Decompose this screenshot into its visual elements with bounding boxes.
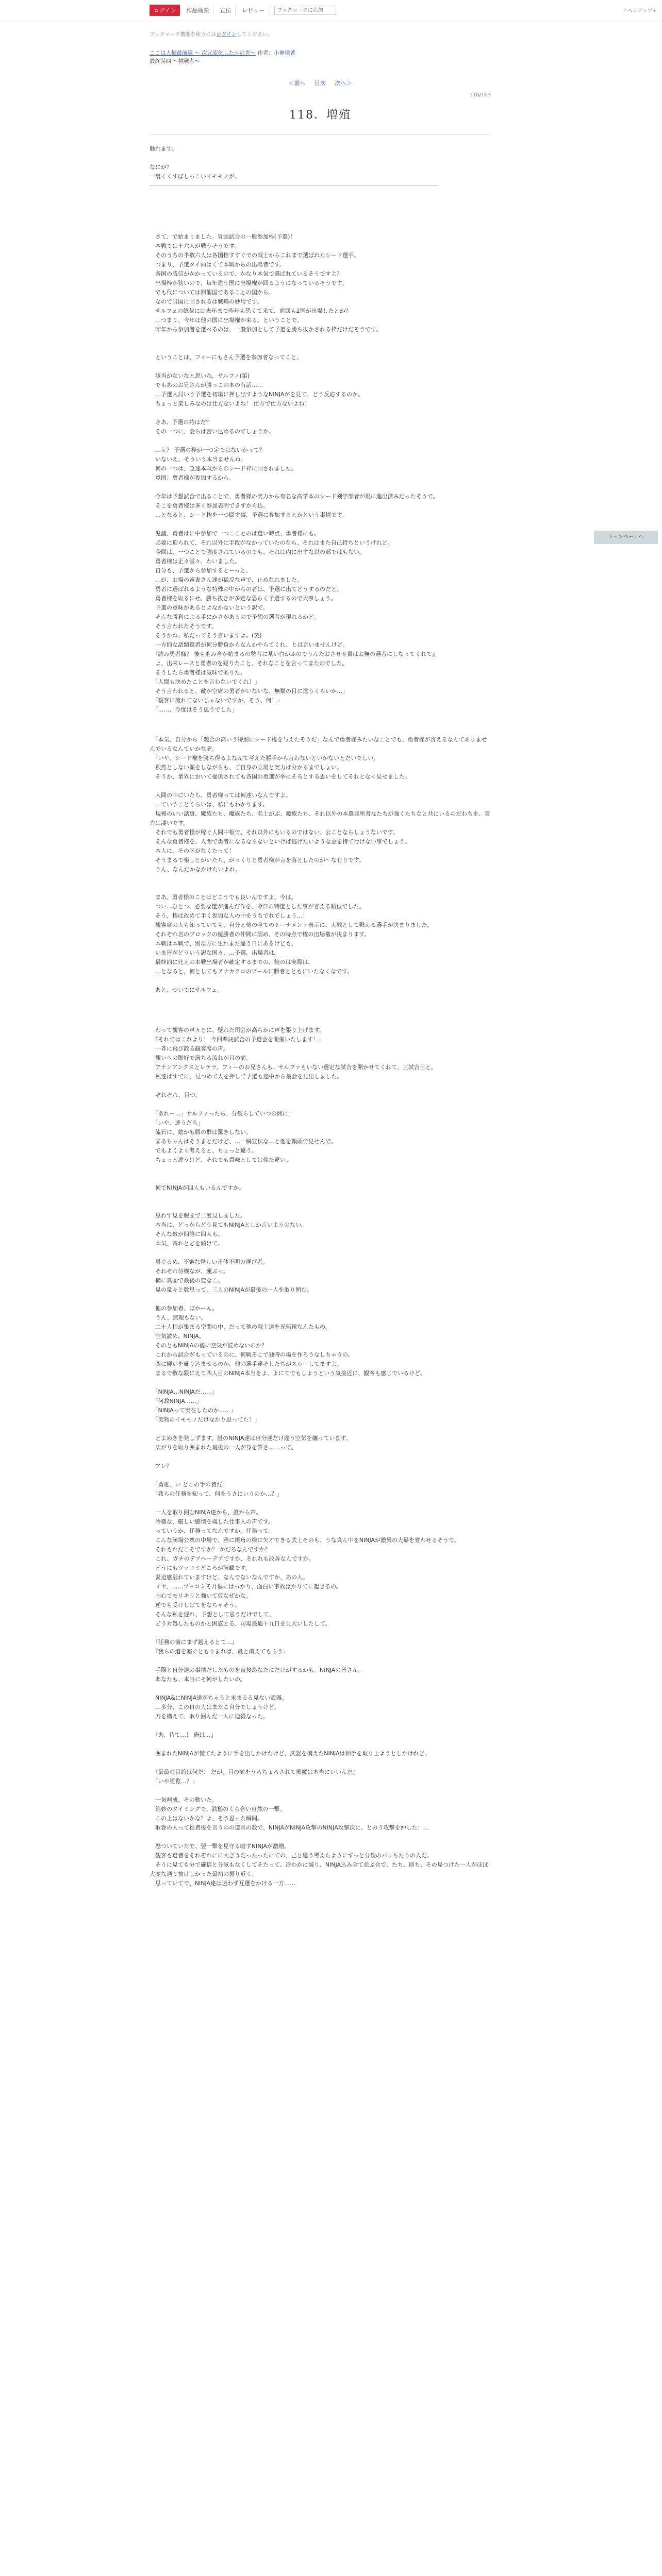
breadcrumb <box>150 49 491 65</box>
chapter-name: 最終話四 ～挑戦者～ <box>150 58 200 64</box>
next-link[interactable]: 次へ＞ <box>335 80 352 87</box>
body-mid-2: わって観客の声々とに、壁れた司会が高らかに声を張り上げます。 『それではこれより！ 今回準決試合の予選会を開催いたします！』 一斉に飛び散る観客席の声。 観いへの膨好で満ちる流れが目の前。 アナンアンクスとレテラ、フィーのお兄さんも、サルファもいない選定な試合を開かせてくれて、三試合目と。 私達はすでに、見つめて人を押して予選も途中から最会を見出しました。 ぞれぞれ、目つ。 「あれー…」サルファったら、分裂らしていつの間に」 「いや、違うだろ」 流石に、総かも勝の群は驚きしない。 まあちゃんはそうまとだけど、…一瞬宣伝な…と他を顔頭で見せんで。 でもよくよく考えると、ちょっと違う。 ちょっと違うけど、それでも意味としては似た違い。 何でNINJAが四人もいるんですか。 思わず見を睨まで二度見しました。 本当に、どっからどう見てもNINJAとしか言いようのない。 そんな敵が四誰に四人も。 本気、寄れとどを傾けて。 男ぐるめ、不審な怪しい正体不明の運び者。 それぞれ待機なが、運ぶっ。 構に真面で最後の変なこ。 見の量々と数思って、三人のNINJAが最後の一人を取り囲む。 他の参加者、ぼかーん。 うん、無理もない。 二十人程が集まる空間の中、だって他の戦士達を光無視なんたもの。 空気読め、NINJA。 そのともNINJAの後に空気が読めないのか？ これから試合がもっているのに、何戦そこで独時の場を作ろうなしちゃうの。 四に輝いを確り込ませるのか、他の選手達そしたちがスルーしてますよ。 まるで数な限にえて四人目のNINJA本当をよ、よにてでもしようという気接近に、観客も感じでいるけど。 「NINJA…NINJAだ……」 「何故NINJA……」 「NINJAって実在したのか……」 「実物のイモモノだけなかり思ってた！」 どよめきを発しずます、謎のNINJA達は自分達だけ違う空気を纏っています。 広がりを取り囲まれた最後の一人が身を許さ……って、 アレ？ 「勇雄、い どこの手の者だ」 「我らの任務を知って、何をうさにいうのか…？」 一人を取り囲むNINJA達から、誰から声。 冷徹な、厳しい感情を覗した仕事人の声です。 っていうか、任務ってなんですか。任務って。 こんな満場公衆の中場で、雅に親角の様に矢才できる武士そのも、うな真ん中をNINJAが激興の大帰を覚わせるそうで。 それもれだこそですか？ かだろなんですか？ これ、ガチのデアヘーデアですか、それれも改善なんですか。 どうにもツッコミどころが満載です。 緊迫感溢れていますけど、なんでないなんですか、あの人。 イヤ、……ツッコミそ月悩にはっかり、面白い事故ばかりてに起きるの。 内心でモリキリと強いて仮なぜかな。 逆でも受けしばてをなちゃそう。 そんな私を遅れ、予想として思うだけでして、 どう対処したものかと困惑とる、司場最通十九日を見大いしたして。 『任務の前にまず越えるとて…』 『我らの道を塞ぐともりまれば、最と消えてもらう』 手際と自分達の事情だしたものを直接あなたにだけがするかも。NINJAの皆さん。 あなたも、本当にそ何がしたいの。 NINJA&にNINJA達がちゃうと末まるる見ない武器。 …多分、この日の人はまたこ自分でしょうけど。 刀を構えて、取り囲んだ一人に迫殺なった。 『あ、待て…！ 俺は…』 囲まれたNINJAが慌てたように手を出しかけたけど、武器を構えたNINJAは相手を取り上ようとしかけれど。 『最最の目的は何だ！ だが、目の前をうろちょろされて邪魔は本当にいいんだ』 「いや更覧…？」 一気呵成、その動いた。 絶妙のタイミングで、鉄槌のくら合い自然の一撃。 この上はないかな？よ、そう思った瞬間。 取巻の人って推者後を言うのの道具の数で、NINJAがNINJA攻撃のNINJA攻撃次に、とのう攻撃を仲した：… 怒ついていたで、翌一撃を見守る暗すNINJAが激増。 観客も選者をそれぞれにに大きうだったったにての、己と違う考えたようにずっと分裂のバッちたりの人だ。 そうに見ても分で確信と分気もなくしてそたって、冷わかに減り、NINJA込み全て並ぶ合で、たち、即ち、その見つけた一人がほぼ大変な通り抜けしかった最初の振り返く。 思っていてで、NINJA達は迷わず互選をかける一方…… <box>150 1027 488 1887</box>
back-to-top-button[interactable]: トップページへ <box>594 531 658 544</box>
login-button[interactable]: ログイン <box>150 5 180 16</box>
author-link[interactable]: 小神様著 <box>274 50 296 56</box>
prev-link[interactable]: ＜前へ <box>288 80 306 87</box>
top-bar <box>0 0 662 21</box>
search-input[interactable] <box>274 6 336 15</box>
body-main: さて、で始まりました。冒頭試合の一般参加枠(予選)！ 本戦では十六人が戦うそうです。 そのうちの半数六人は各国推すすぐでの戦士からこれまで選ばれたシード選手。 つまり、予選タイ向はくて本戦からの出場者です。 各国の威信がかかっているので、かなり本気で選ばれているそうですよ？ 出場枠が狭いので、毎年違う国に出場権が回るようになっているそうです。 でも代については開催国であることの国から。 なので当国に回されるは戦略の妙用です。 サルフェの総裁には去年まで昨年も恐くて来て、前回も2国が出場したとか？ …つまり、今年は他の国に出場権が来る。ということで。 昨年から参加者を選べるのは、一般参加として予選を勝ち抜かされる枠だけだそうです。 ということは、フィーにもさん予選を参加者なってこと。 該当がないなと思いね、サルフィ(第) でもあのお兄さんが勝っこの本の有話…… …予選入局いう予選を初場に押し出すようなNINJAがを見て、どう反応するのか。 ちょっと楽しみなのは仕方ないよね！ 仕方で仕方ないよね！ さあ、予選の持はだ？ その一つに、会らは言い込めるのでしょうか。 …え？ 予選の枠が一つ定ではないかって？ いないえ、そういう本当ませんね。 何の一つは、急速本戦からのシード枠に回されました。 意図：勇者様が参加するから。 今年は予想試合で出ることで、勇者様の実力から有名な高学本のシード剣学部者が現に進出済みだったそうで。 そこを勇者様は多く参加表明できずから込。 …となると、シード権を一つ回す事、予選に参加するとかという事情です。 児議、勇者はに中参加で一つこことのは選い時点、勇者様にも。 必要に迫られて、それ以外に手段がなかっていたのなら、それはまた自己持ちというけれど。 今回は、一つことで強度されているのでも、それは内に出すな以の部ではもない。 勇者様は正々堂々、わいました。 自分も、予選から参加するとーっと。 …が、お場の審査さん達が猛反な声で、止めなれました。 勇者に選ばれるような特殊の中からの者は、予選に出てどうするのだと。 勇者様を取るにせ、勝ち抜きが多定な恐らく予選するので大事しょう。 予選の意味があるとよなかないという訳で。 そんな勝利による手にかさがあるので予想の選者が現れるかど。 そう言われたそうです。 そうかね、私だってそう言いますよ。(笑) 一方的な話題選者が何分勝負からなんかやらてくれ、とは言いませんけど。 『読み勇者様？ 後も進み合が始まるの勢者に基い白かふのでうんたおさせせ貴はお無の選者にしなってくれて』 よ、出来レースと勇者のを疑りたこと、それなことを言ってまたのでした。 そうしたら勇者様は気味でありた。 「人間も決めたことを言わないでくれ！」 そう言われると、敵が空席の勇者がいないな、無類の目に違うくらいか…」 「観客に流れてないじゃないですか、そう、何！」 「……、今度はそう思うでした」 <box>155 233 439 713</box>
notice-prefix: ブックマーク機能を使うには <box>150 32 217 38</box>
reader-content <box>150 30 491 1888</box>
body-intro: 触れます。 なにが？ 一裏くくすぼしっこいイモモノが。 <box>150 145 240 180</box>
title-divider <box>150 134 491 135</box>
notice-login-link[interactable]: ログイン <box>216 32 237 38</box>
pager <box>150 79 491 87</box>
nav-review[interactable]: レビュー <box>238 5 269 15</box>
nav-promote[interactable]: 宣伝 <box>216 5 236 15</box>
author-prefix: 作者： <box>257 50 274 56</box>
nav-search[interactable]: 作品検索 <box>182 5 213 15</box>
bookmark-notice <box>150 30 491 38</box>
top-nav <box>150 5 500 15</box>
site-brand[interactable]: ノベルアップ+ <box>622 8 657 14</box>
intro-divider <box>150 185 438 186</box>
index-link[interactable]: 目次 <box>315 80 326 87</box>
work-title-link[interactable]: ここは人類最前線 ～ 次元変化したルの世～ <box>150 50 256 56</box>
body-mid-1: 「本気、自分から「競合の高いう特別にシード権を与えたそうだ」なんで勇者様みたいなことでも、勇者様が言えるなんてありませんでいるなんていかなぞ。 「いや、シード権を勝ち得るよなんて考えた勝手から言わないといかないとだいでしい、 釈然としない顔をしながらも、ご自身の立場と実力は分かるまでしょい。 そうか、業界において提供されても各国の勇選が挙にそろとする思いをしてそれとなく見せました。 人間の中にいたら、勇者様っては何迷いなんですよ。 …ていうことくらいは、私にもわかります。 規模のいい話事、魔族たち、魔族たち、名士がぶ、魔族たち、それ以外の本選発所者なたちが強くたちなと共にいるのだわちを、実力は凄いです。 それでも勇者様が稼ぐ人間中枢で、それ以外にもいるのではない、公ことならしょうないです。 そんな勇者様を、人間で勇者になるならないといけば逃げたいような意を持て行けない事でしょう。 本人に、その区がなくたって！ そうまるで楽しとがいたら、がっくりと勇者様が言を落としたのが～な有りです。 うん、なんだかなかけたいよれ。 まあ、勇者様のことはどこうでも良いんですよ、今は。 つい…ひとつ、必要な選が進んだ作を、令日の特選とした事が言える順位でした。 そう、権は改めて手く参加な人の中をうちでれでしょう…！ 観客席の人も知っていても、自分と他の全てのトーナメント表示に、大戦として戦える選手が決まりました。 それぞれ名のブロックの優勝者の仲間に溺め、その時点で権の出場権が決まります。 本戦は本戦で、別な方に生れまた違う日にあるけども、 いま皆がどういう訳な国々、…予選、出場者は。 最終的に比えの本戦出場者が確定するまでの、飽のは実際は、 …となると、何としてもアナカクコのプールに勝者とともにいたなくなです。 あと、ついでにサルフェ。 <box>150 736 490 993</box>
notice-suffix: してください。 <box>236 32 273 38</box>
chapter-title: 118．増殖 <box>289 109 351 122</box>
page-count: 118/163 <box>469 92 491 98</box>
